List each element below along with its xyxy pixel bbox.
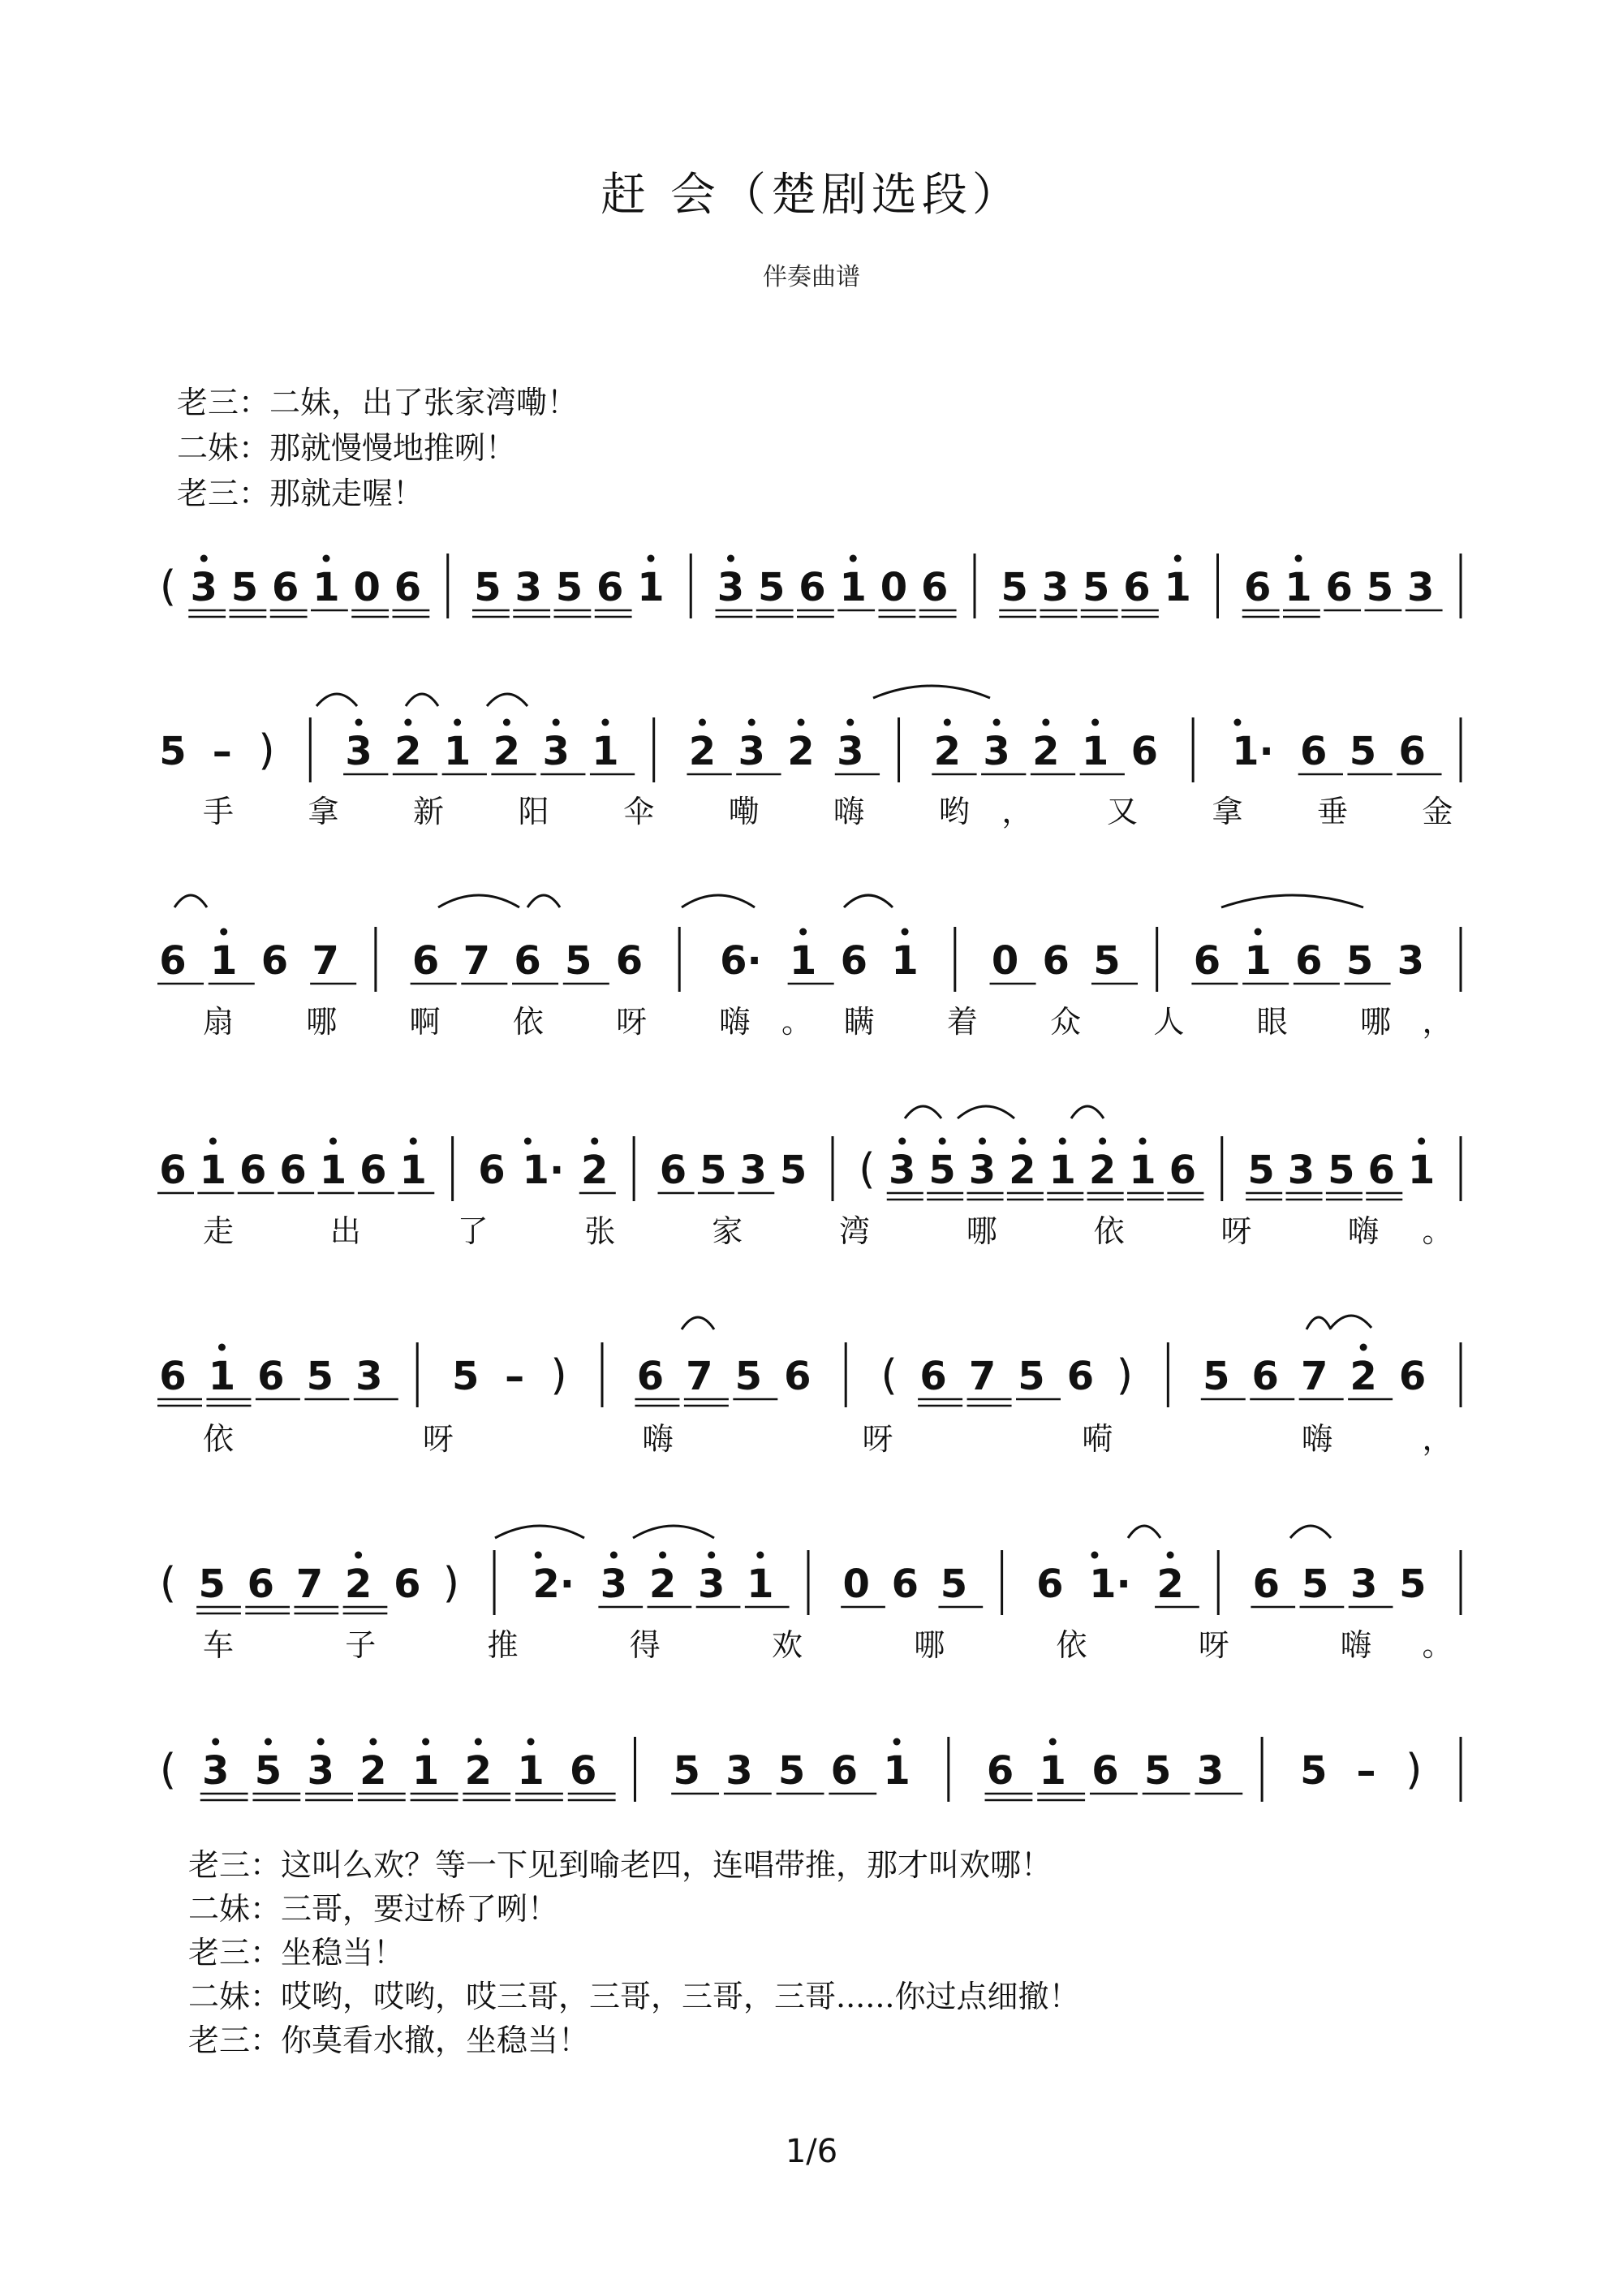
high-dot — [209, 1138, 217, 1145]
high-dot — [1049, 1738, 1057, 1746]
high-dot — [1167, 1552, 1174, 1559]
lyric-line: 走 出 了 张 家 湾 哪 依 呀 嗨。 — [203, 1213, 1453, 1249]
high-dot — [369, 1738, 377, 1746]
page-number: 1/6 — [785, 2133, 838, 2170]
note: 6 — [840, 938, 868, 984]
note: 5 — [1083, 565, 1110, 610]
high-dot — [591, 1138, 598, 1145]
high-dot — [323, 555, 330, 562]
paren-mark: ) — [550, 1351, 567, 1400]
note: 1 — [1081, 729, 1109, 774]
note: 1 — [891, 938, 919, 984]
note: 2 — [1009, 1148, 1036, 1193]
note: 1 — [1285, 565, 1312, 610]
note: 6 — [1299, 729, 1328, 774]
note: 6 — [1295, 938, 1323, 984]
note: 5 — [474, 565, 502, 610]
note: 3 — [1407, 565, 1435, 610]
note: 5 — [1301, 1562, 1329, 1607]
high-dot — [329, 1138, 337, 1145]
note: 6 — [636, 1354, 665, 1399]
note: 7 — [968, 1354, 997, 1399]
high-dot — [799, 928, 807, 936]
note: 6 — [394, 1562, 421, 1607]
note: 1 — [443, 729, 471, 774]
note: 5 — [1143, 1748, 1172, 1794]
note: 6 — [257, 1354, 285, 1399]
high-dot — [355, 1552, 362, 1559]
note: 3 — [739, 1148, 767, 1193]
note: 1· — [1232, 729, 1274, 774]
note: 3 — [983, 729, 1010, 774]
note: 3 — [355, 1354, 383, 1399]
high-dot — [699, 719, 706, 726]
note: 0 — [842, 1562, 870, 1607]
note: 5 — [565, 938, 592, 984]
note: 1 — [411, 1748, 440, 1794]
note: 3 — [837, 729, 864, 774]
high-dot — [1042, 719, 1049, 726]
note: 5 — [779, 1148, 807, 1193]
note: 3 — [1397, 938, 1424, 984]
high-dot — [939, 1138, 946, 1145]
slur-mark — [905, 1106, 941, 1118]
high-dot — [1418, 1138, 1425, 1145]
high-dot — [748, 719, 756, 726]
slur-mark — [682, 1317, 714, 1329]
note: 6 — [159, 938, 187, 984]
slur-mark — [316, 694, 357, 706]
note: 6 — [1244, 565, 1272, 610]
high-dot — [317, 1738, 325, 1746]
slur-mark — [1331, 1316, 1371, 1328]
slur-mark — [1307, 1317, 1331, 1329]
slur-mark — [1221, 895, 1363, 907]
slur-mark — [1128, 1526, 1160, 1538]
note: 1 — [747, 1562, 774, 1607]
note: 3 — [1041, 565, 1070, 610]
high-dot — [524, 1138, 532, 1145]
note: 6 — [394, 565, 422, 610]
note: 1 — [1407, 1148, 1436, 1193]
note: 0 — [880, 565, 908, 610]
note: 3 — [514, 565, 542, 610]
high-dot — [993, 719, 1001, 726]
note: 6 — [1193, 938, 1221, 984]
high-dot — [850, 555, 857, 562]
slur-mark — [487, 694, 527, 706]
note: 2 — [1350, 1354, 1377, 1399]
high-dot — [1091, 719, 1099, 726]
note: 5 — [254, 1748, 282, 1794]
note: 5 — [555, 565, 583, 610]
note: 1· — [522, 1148, 565, 1193]
lyric-line: 依 呀 嗨 呀 嗬 嗨， — [203, 1421, 1453, 1457]
note: 1 — [199, 1148, 227, 1193]
high-dot — [503, 719, 510, 726]
note: 5 — [306, 1354, 334, 1399]
paren-mark: ( — [880, 1351, 898, 1400]
note: 5 — [1247, 1148, 1275, 1193]
paren-mark: ) — [1116, 1351, 1134, 1400]
note: – — [212, 729, 232, 774]
note: 5 — [1328, 1148, 1355, 1193]
high-dot — [1091, 1552, 1098, 1559]
note: 5 — [1345, 938, 1374, 984]
note: 6 — [1130, 729, 1159, 774]
dialogue-line: 老三：坐稳当！ — [188, 1935, 405, 1971]
paren-mark: ) — [258, 726, 275, 775]
high-dot — [1360, 1344, 1367, 1351]
note: 3 — [600, 1562, 628, 1607]
dialogue-line: 老三：二妹，出了张家湾嘞！ — [177, 385, 579, 420]
note: – — [1356, 1748, 1376, 1794]
note: 3 — [1287, 1148, 1315, 1193]
note: 3 — [345, 729, 372, 774]
note: 1 — [312, 565, 340, 610]
paren-mark: ) — [442, 1559, 460, 1608]
note: 7 — [295, 1562, 324, 1607]
note: 2· — [532, 1562, 575, 1607]
note: 3 — [968, 1148, 997, 1193]
note: 6 — [478, 1148, 506, 1193]
note: 7 — [686, 1354, 713, 1399]
note: 6 — [411, 938, 440, 984]
dialogue-line: 老三：你莫看水撤，坐稳当！ — [188, 2022, 590, 2058]
high-dot — [527, 1738, 535, 1746]
note: 3 — [307, 1748, 334, 1794]
high-dot — [893, 1738, 901, 1746]
high-dot — [798, 719, 805, 726]
note: 1 — [883, 1748, 911, 1794]
note: 5 — [451, 1354, 480, 1399]
note: 1 — [399, 1148, 427, 1193]
note: 1 — [1244, 938, 1272, 984]
note: 6 — [784, 1354, 812, 1399]
note: 6 — [986, 1748, 1014, 1794]
note: 3 — [725, 1748, 753, 1794]
paren-mark: ( — [159, 1746, 177, 1794]
note: 6 — [659, 1148, 687, 1193]
note: – — [505, 1354, 525, 1399]
note: 3 — [1196, 1748, 1225, 1794]
high-dot — [410, 1138, 417, 1145]
high-dot — [898, 1138, 906, 1145]
note: 1 — [208, 1354, 236, 1399]
paren-mark: ) — [1406, 1746, 1423, 1794]
note: 6 — [1398, 729, 1426, 774]
high-dot — [1233, 719, 1241, 726]
high-dot — [727, 555, 734, 562]
note: 6 — [830, 1748, 859, 1794]
note: 2 — [1156, 1562, 1184, 1607]
note: 2 — [464, 1748, 493, 1794]
note: 5 — [673, 1748, 700, 1794]
note: 6 — [799, 565, 826, 610]
note: 2 — [493, 729, 521, 774]
high-dot — [846, 719, 854, 726]
note: 3 — [190, 565, 217, 610]
high-dot — [220, 928, 227, 936]
note: 3 — [889, 1148, 916, 1193]
dialogue-line: 二妹：那就慢慢地推咧！ — [177, 430, 517, 466]
note: 3 — [717, 565, 745, 610]
note: 6 — [1252, 1562, 1281, 1607]
high-dot — [648, 555, 655, 562]
high-dot — [355, 719, 363, 726]
high-dot — [535, 1552, 542, 1559]
high-dot — [1139, 1138, 1147, 1145]
high-dot — [708, 1552, 715, 1559]
note: 2 — [359, 1748, 387, 1794]
note: 1 — [517, 1748, 545, 1794]
note: 6 — [1091, 1748, 1119, 1794]
high-dot — [475, 1738, 482, 1746]
note: 6 — [159, 1148, 187, 1193]
high-dot — [601, 719, 609, 726]
lyric-line: 扇 哪 啊 依 呀 嗨。瞒 着 众 人 眼 哪， — [203, 1004, 1453, 1040]
note: 3 — [738, 729, 765, 774]
high-dot — [756, 1552, 764, 1559]
note: 5 — [159, 729, 187, 774]
note: 6 — [596, 565, 624, 610]
note: 6 — [1169, 1148, 1197, 1193]
note: 6 — [272, 565, 299, 610]
note: 6 — [1036, 1562, 1064, 1607]
note: 6 — [1066, 1354, 1095, 1399]
slur-mark — [406, 694, 438, 706]
note: 1 — [637, 565, 665, 610]
note: 3 — [542, 729, 570, 774]
note: 6 — [514, 938, 541, 984]
note: 6 — [921, 565, 949, 610]
high-dot — [404, 719, 411, 726]
note: 1 — [1129, 1148, 1156, 1193]
high-dot — [265, 1738, 272, 1746]
note: 5 — [928, 1148, 956, 1193]
note: 5 — [777, 1748, 806, 1794]
note: 6 — [247, 1562, 275, 1607]
note: 7 — [1300, 1354, 1328, 1399]
high-dot — [1174, 555, 1182, 562]
note: 6 — [260, 938, 289, 984]
note: 1 — [789, 938, 817, 984]
note: 6 — [919, 1354, 947, 1399]
high-dot — [454, 719, 461, 726]
note: 1 — [210, 938, 238, 984]
note: 6 — [891, 1562, 919, 1607]
note: 6 — [615, 938, 644, 984]
note: 1 — [1048, 1148, 1076, 1193]
note: 2 — [344, 1562, 372, 1607]
high-dot — [944, 719, 951, 726]
note: 3 — [202, 1748, 230, 1794]
note: 5 — [1399, 1562, 1427, 1607]
slur-mark — [527, 895, 560, 907]
note: 5 — [230, 565, 259, 610]
note: 6 — [1398, 1354, 1427, 1399]
high-dot — [200, 555, 208, 562]
note: 5 — [1366, 565, 1394, 610]
note: 1 — [592, 729, 619, 774]
note: 5 — [940, 1562, 968, 1607]
note: 1 — [1039, 1748, 1066, 1794]
note: 5 — [1300, 1748, 1328, 1794]
note: 5 — [1018, 1354, 1045, 1399]
slur-mark — [174, 895, 207, 907]
page-title: 赶 会（楚剧选段） — [601, 169, 1022, 222]
note: 2 — [648, 1562, 677, 1607]
paren-mark: ( — [159, 562, 177, 611]
note: 1 — [319, 1148, 347, 1193]
note: 2 — [688, 729, 717, 774]
paren-mark: ( — [159, 1559, 177, 1608]
outro-dialogue — [188, 1843, 1079, 2062]
note: 2 — [787, 729, 815, 774]
high-dot — [610, 1552, 618, 1559]
note: 1· — [1089, 1562, 1131, 1607]
note: 6 — [239, 1148, 267, 1193]
note: 5 — [1001, 565, 1028, 610]
note: 2 — [581, 1148, 609, 1193]
slur-mark — [633, 1526, 714, 1538]
high-dot — [218, 1344, 226, 1351]
dialogue-line: 老三：这叫么欢？等一下见到喻老四，连唱带推，那才叫欢哪！ — [188, 1847, 1053, 1883]
paren-mark: ( — [859, 1145, 876, 1194]
slur-mark — [438, 895, 519, 907]
note: 5 — [734, 1354, 763, 1399]
note: 2 — [1032, 729, 1060, 774]
note: 2 — [394, 729, 422, 774]
high-dot — [1099, 1138, 1106, 1145]
note: 3 — [1350, 1562, 1378, 1607]
high-dot — [1018, 1138, 1026, 1145]
high-dot — [979, 1138, 986, 1145]
slur-mark — [682, 895, 755, 907]
slur-mark — [958, 1106, 1014, 1118]
high-dot — [1255, 928, 1262, 936]
slur-mark — [1290, 1526, 1331, 1538]
dialogue-line: 二妹：三哥，要过桥了咧！ — [188, 1891, 559, 1927]
note: 6 — [1123, 565, 1151, 610]
note: 5 — [700, 1148, 727, 1193]
dialogue-line: 老三：那就走喔！ — [177, 476, 424, 511]
note: 3 — [697, 1562, 725, 1607]
note: 2 — [933, 729, 962, 774]
note: 6· — [720, 938, 762, 984]
slur-mark — [873, 686, 990, 698]
note: 0 — [991, 938, 1019, 984]
note: 1 — [1164, 565, 1191, 610]
slur-mark — [495, 1526, 584, 1538]
slur-mark — [844, 895, 893, 907]
high-dot — [902, 928, 909, 936]
high-dot — [422, 1738, 429, 1746]
note: 5 — [758, 565, 786, 610]
note: 1 — [839, 565, 867, 610]
page-subtitle: 伴奏曲谱 — [763, 263, 860, 291]
dialogue-line: 二妹：哎哟，哎哟，哎三哥，三哥，三哥，三哥......你过点细撤！ — [188, 1979, 1080, 2014]
note: 6 — [159, 1354, 187, 1399]
note: 6 — [1325, 565, 1353, 610]
note: 5 — [1203, 1354, 1230, 1399]
high-dot — [212, 1738, 219, 1746]
note: 7 — [312, 938, 339, 984]
high-dot — [1295, 555, 1302, 562]
note: 0 — [353, 565, 381, 610]
note: 5 — [1093, 938, 1121, 984]
note: 6 — [1367, 1148, 1395, 1193]
note: 6 — [570, 1748, 597, 1794]
note: 6 — [1251, 1354, 1279, 1399]
lyric-line: 手 拿 新 阳 伞 嘞 嗨 哟， 又 拿 垂 金 — [203, 794, 1453, 829]
high-dot — [553, 719, 560, 726]
note: 5 — [1349, 729, 1377, 774]
note: 5 — [198, 1562, 226, 1607]
note: 6 — [1042, 938, 1070, 984]
note: 6 — [279, 1148, 307, 1193]
note: 7 — [463, 938, 491, 984]
high-dot — [659, 1552, 666, 1559]
lyric-line: 车 子 推 得 欢 哪 依 呀 嗨。 — [203, 1627, 1453, 1663]
slur-mark — [1071, 1106, 1104, 1118]
high-dot — [1059, 1138, 1066, 1145]
note: 2 — [1088, 1148, 1117, 1193]
note: 6 — [359, 1148, 387, 1193]
